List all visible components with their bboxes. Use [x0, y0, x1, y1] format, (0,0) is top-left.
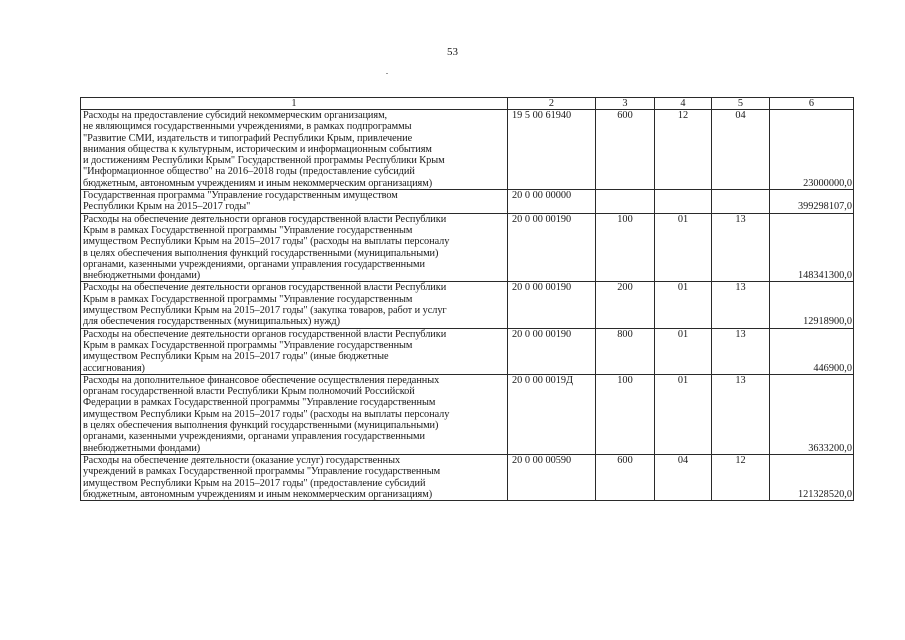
column-header-2: 2: [508, 98, 596, 110]
description-line: не являющимся государственными учреждениями, в рамках подпрограммы: [83, 121, 412, 133]
row-subsection: 13: [712, 282, 770, 328]
row-code: 20 0 00 00190: [508, 282, 596, 328]
description-line: имуществом Республики Крым на 2015–2017 годы" (иные бюджетные: [83, 351, 389, 363]
row-subsection: 13: [712, 328, 770, 374]
description-line: имуществом Республики Крым на 2015–2017 годы" (предоставление субсидий: [83, 477, 426, 489]
description-line: Крым в рамках Государственной программы "Управление государственным: [83, 293, 413, 305]
column-header-3: 3: [596, 98, 655, 110]
row-code: 20 0 00 00190: [508, 213, 596, 282]
row-section: 01: [655, 374, 712, 454]
row-description: [81, 454, 508, 500]
table-row: [81, 374, 854, 454]
row-code: 20 0 00 00590: [508, 454, 596, 500]
description-line: и достижениям Республики Крым" Государственной программы Республики Крым: [83, 155, 445, 167]
description-line: учреждений в рамках Государственной программы "Управление государственным: [83, 466, 441, 478]
row-expense-type: 200: [596, 282, 655, 328]
row-description: [81, 213, 508, 282]
row-subsection: 13: [712, 374, 770, 454]
row-section: 01: [655, 328, 712, 374]
column-header-5: 5: [712, 98, 770, 110]
description-line: Расходы на предоставление субсидий некоммерческим организациям,: [83, 110, 388, 121]
description-line: Расходы на обеспечение деятельности органов государственной власти Республики: [83, 282, 447, 294]
table-row: [81, 190, 854, 214]
row-expense-type: 600: [596, 110, 655, 190]
table-row: [81, 213, 854, 282]
row-section: 01: [655, 213, 712, 282]
row-subsection: 12: [712, 454, 770, 500]
description-line: внебюджетными фондами): [83, 270, 201, 282]
row-code: 20 0 00 0019Д: [508, 374, 596, 454]
row-expense-type: 100: [596, 213, 655, 282]
description-line: "Развитие СМИ, издательств и типографий Республики Крым, привлечение: [83, 132, 413, 144]
description-line: Расходы на обеспечение деятельности органов государственной власти Республики: [83, 328, 447, 340]
row-code: 20 0 00 00000: [508, 190, 596, 214]
description-line: Федерации в рамках Государственной программы "Управление государственным: [83, 397, 436, 409]
description-line: бюджетным, автономным учреждениям и иным некоммерческим организациям): [83, 488, 433, 500]
description-line: органами, казенными учреждениями, органами управления государственными: [83, 431, 425, 443]
page-number: 53: [447, 46, 458, 58]
description-line: ассигнования): [83, 362, 145, 374]
header-row: [81, 98, 854, 110]
row-code: 20 0 00 00190: [508, 328, 596, 374]
description-line: бюджетным, автономным учреждениям и иным некоммерческим организациям): [83, 177, 433, 189]
scan-speck: [386, 73, 388, 74]
description-line: внебюджетными фондами): [83, 442, 201, 454]
row-subsection: 04: [712, 110, 770, 190]
row-amount: 399298107,0: [770, 190, 854, 214]
table-row: [81, 282, 854, 328]
row-amount: 12918900,0: [770, 282, 854, 328]
row-description: [81, 374, 508, 454]
row-section: 12: [655, 110, 712, 190]
description-line: органам государственной власти Республики Крым полномочий Российской: [83, 386, 415, 398]
description-line: Расходы на дополнительное финансовое обеспечение осуществления переданных: [83, 374, 440, 386]
row-amount: 446900,0: [770, 328, 854, 374]
row-amount: 121328520,0: [770, 454, 854, 500]
row-section: 01: [655, 282, 712, 328]
row-code: 19 5 00 61940: [508, 110, 596, 190]
row-amount: 23000000,0: [770, 110, 854, 190]
row-description: [81, 328, 508, 374]
description-line: в целях обеспечения выполнения функций государственными (муниципальными): [83, 247, 439, 259]
row-amount: 3633200,0: [770, 374, 854, 454]
row-expense-type: 100: [596, 374, 655, 454]
description-line: Расходы на обеспечение деятельности органов государственной власти Республики: [83, 213, 447, 225]
row-section: [655, 190, 712, 214]
description-line: Республики Крым на 2015–2017 годы": [83, 201, 251, 213]
description-line: Крым в рамках Государственной программы "Управление государственным: [83, 224, 413, 236]
table-row: [81, 110, 854, 190]
column-header-4: 4: [655, 98, 712, 110]
row-description: [81, 282, 508, 328]
table-row: [81, 328, 854, 374]
row-amount: 148341300,0: [770, 213, 854, 282]
table-row: [81, 454, 854, 500]
description-line: имуществом Республики Крым на 2015–2017 годы" (расходы на выплаты персоналу: [83, 236, 450, 248]
row-expense-type: 600: [596, 454, 655, 500]
column-header-1: 1: [81, 98, 508, 110]
row-description: [81, 190, 508, 214]
description-line: имуществом Республики Крым на 2015–2017 годы" (закупка товаров, работ и услуг: [83, 305, 447, 317]
description-line: в целях обеспечения выполнения функций государственными (муниципальными): [83, 420, 439, 432]
description-line: для обеспечения государственных (муниципальных) нужд): [83, 316, 340, 328]
row-description: [81, 110, 508, 190]
row-subsection: 13: [712, 213, 770, 282]
budget-table: [80, 97, 854, 501]
row-subsection: [712, 190, 770, 214]
description-line: органами, казенными учреждениями, органами управления государственными: [83, 258, 425, 270]
description-line: Расходы на обеспечение деятельности (оказание услуг) государственных: [83, 454, 401, 466]
row-expense-type: [596, 190, 655, 214]
description-line: имуществом Республики Крым на 2015–2017 годы" (расходы на выплаты персоналу: [83, 408, 450, 420]
table-body: [81, 110, 854, 501]
description-line: "Информационное общество" на 2016–2018 годы (предоставление субсидий: [83, 166, 415, 178]
description-line: Крым в рамках Государственной программы "Управление государственным: [83, 339, 413, 351]
description-line: внимания общества к культурным, историческим и информационным событиям: [83, 143, 432, 155]
description-line: Государственная программа "Управление государственным имуществом: [83, 190, 398, 202]
column-header-6: 6: [770, 98, 854, 110]
row-expense-type: 800: [596, 328, 655, 374]
row-section: 04: [655, 454, 712, 500]
